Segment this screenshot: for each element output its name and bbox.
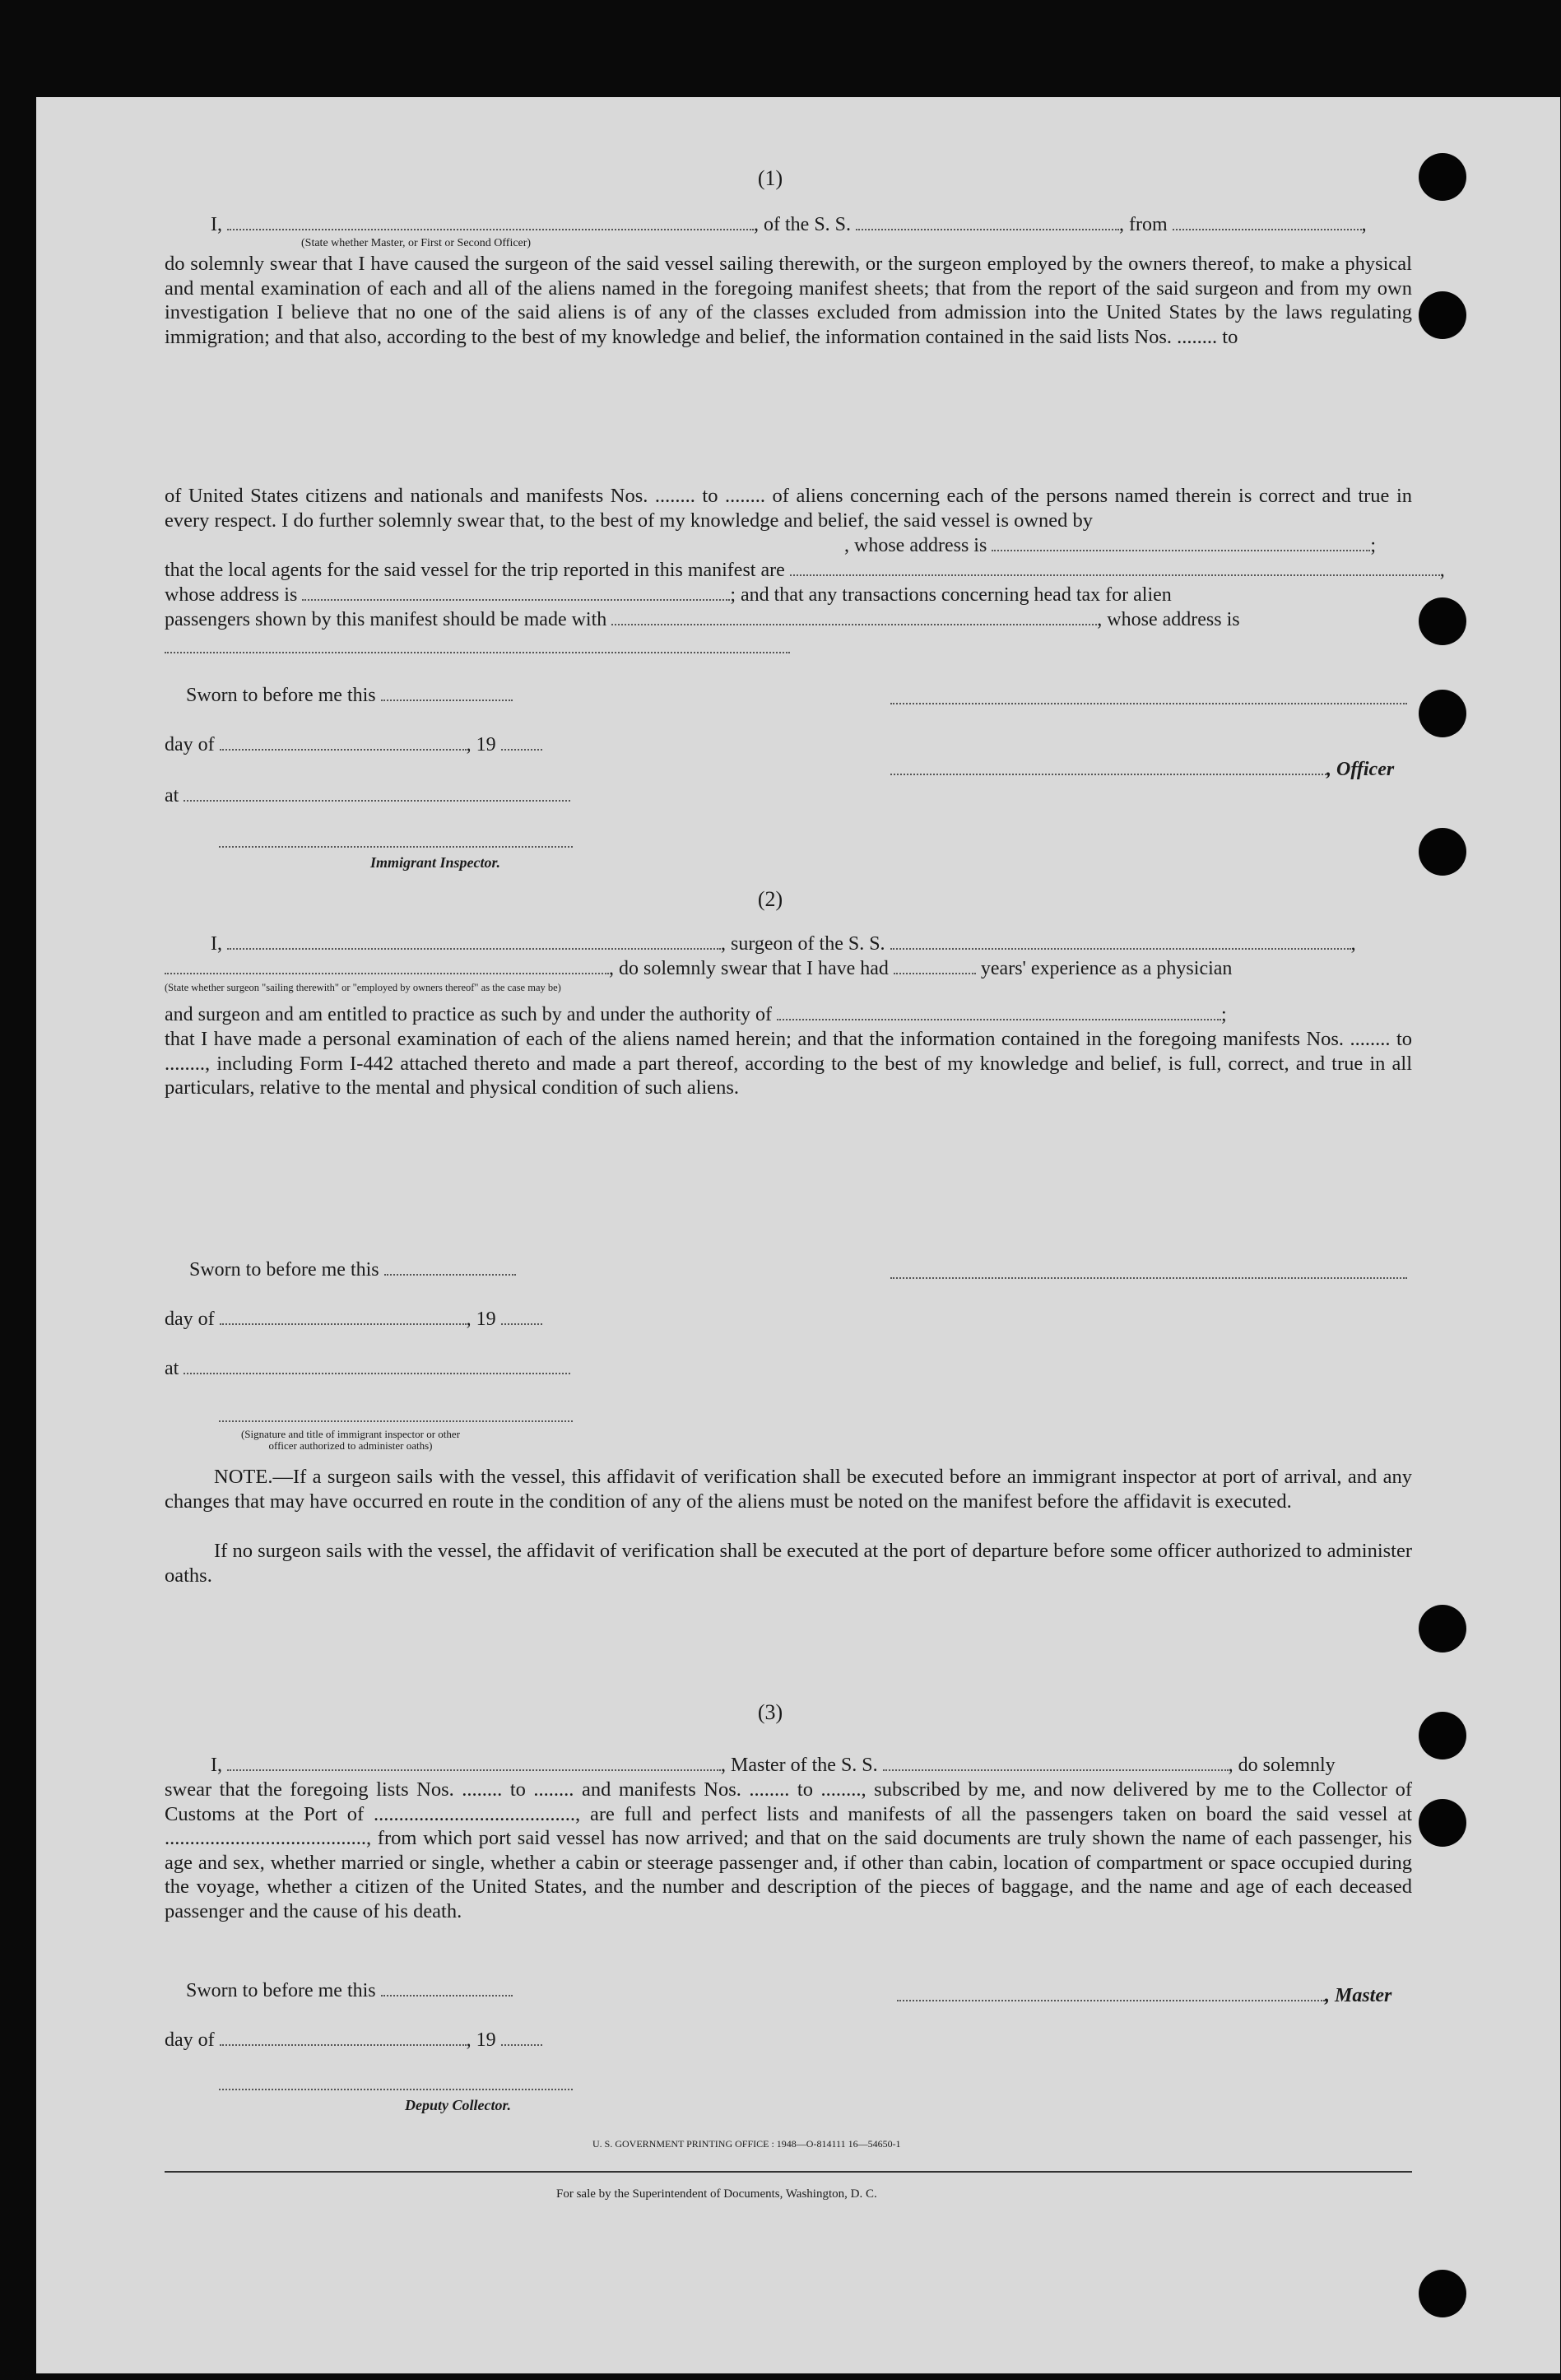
sec2-vessel-field[interactable] xyxy=(890,932,1351,950)
sec3-master-signature-field[interactable] xyxy=(897,1983,1325,2001)
note-paragraph-1: NOTE.—If a surgeon sails with the vessel, this affidavit of verification shall be executed before an immigrant inspector at port of arrival, and any changes that may have occurred en route in the condition of any of the aliens must be noted on the manifest before the affidavit is executed. xyxy=(165,1466,1412,1513)
sec2-line3: and surgeon and am entitled to practice as such by and under the authority of ; xyxy=(165,1004,1227,1025)
sec2-day-month-field[interactable] xyxy=(220,1307,467,1325)
sec1-agents: that the local agents for the said vessel for the trip reported in this manifest are , xyxy=(165,560,1445,581)
sec1-inspector-caption: Immigrant Inspector. xyxy=(370,854,501,871)
sec1-whose-address: whose address is ; and that any transactions concerning head tax for alien xyxy=(165,584,1172,606)
sec1-officer-label: , Officer xyxy=(1326,759,1395,780)
sec1-i: I, xyxy=(211,214,222,235)
sec2-authority-field[interactable] xyxy=(777,1002,1221,1020)
sec3-deputy-signature-line[interactable] xyxy=(219,2087,573,2090)
form-sheet xyxy=(36,97,1560,2373)
sec3-line1: I, , Master of the S. S. , do solemnly xyxy=(211,1755,1336,1776)
sec1-at-field[interactable] xyxy=(184,783,570,802)
sec1-passengers: passengers shown by this manifest should be made with , whose address is xyxy=(165,609,1240,630)
sec1-inspector-signature-line[interactable] xyxy=(219,844,573,848)
sec1-address-continuation[interactable] xyxy=(165,650,790,653)
sec1-officer-line xyxy=(890,757,1394,782)
sec1-officer-field[interactable] xyxy=(227,212,754,230)
sec2-line2: , do solemnly swear that I have had years' experience as a physician xyxy=(165,956,1232,981)
sec3-master-label: , Master xyxy=(1325,1985,1392,2006)
sec1-line1-caption: (State whether Master, or First or Second Officer) xyxy=(301,237,532,249)
sec1-year-field[interactable] xyxy=(501,732,542,751)
punch-hole xyxy=(1419,2270,1466,2317)
sec1-from-field[interactable] xyxy=(1173,212,1362,230)
sec3-year-field[interactable] xyxy=(501,2028,542,2046)
sec3-vessel-field[interactable] xyxy=(883,1753,1229,1771)
sec1-para-b: of United States citizens and nationals and manifests Nos. ........ to ........ of aliens concerning each of the persons named therein is correct and true in every respect. I do further solemnly swear that, to the best of my knowledge and belief, the said vessel is owned by xyxy=(165,485,1412,532)
sec2-para: that I have made a personal examination of each of the aliens named herein; and that the information contained in the foregoing manifests Nos. ........ to ........, including Form I-442 attached thereto and made a part thereof, according to the best of my knowledge and belief, is full, correct, and true in all particulars, relative to the mental and physical condition of such aliens. xyxy=(165,1028,1412,1099)
punch-hole xyxy=(1419,690,1466,737)
sec3-deputy-caption: Deputy Collector. xyxy=(405,2097,511,2113)
punch-hole xyxy=(1419,1799,1466,1847)
sec3-master-line xyxy=(897,1983,1391,2008)
sec1-sworn-date-field[interactable] xyxy=(381,683,513,701)
sec1-officer-title-field[interactable] xyxy=(890,757,1326,775)
sec1-owner-address-field[interactable] xyxy=(992,533,1370,551)
sec1-agent-address-field[interactable] xyxy=(302,583,730,601)
sec2-sworn: Sworn to before me this xyxy=(189,1257,516,1282)
sec2-at-field[interactable] xyxy=(184,1356,570,1374)
sec1-sworn: Sworn to before me this xyxy=(186,683,513,708)
sec2-at: at xyxy=(165,1356,570,1381)
sec2-line1: I, , surgeon of the S. S. , xyxy=(211,933,1356,955)
sec2-surgeon-signature-line[interactable] xyxy=(890,1276,1407,1279)
punch-hole xyxy=(1419,153,1466,201)
note-paragraph-2: If no surgeon sails with the vessel, the affidavit of verification shall be executed at the port of departure before some officer authorized to administer oaths. xyxy=(165,1540,1412,1587)
sec1-para-a: do solemnly swear that I have caused the surgeon of the said vessel sailing therewith, or the surgeon employed by the owners thereof, to make a physical and mental examination of each and all of the aliens named in the foregoing manifest sheets; that from the report of the said surgeon and from my own investigation I believe that no one of the said aliens is of any of the classes excluded from admission into the United States by the laws regulating immigration; and that also, according to the best of my knowledge and belief, the information contained in the said lists Nos. ........ to xyxy=(165,253,1412,348)
sec1-day-of: day of , 19 xyxy=(165,732,542,757)
sec2-sworn-date-field[interactable] xyxy=(384,1257,516,1276)
section-3-number: (3) xyxy=(757,1700,783,1724)
sec2-surgeon-name-field[interactable] xyxy=(227,932,721,950)
sec3-sworn: Sworn to before me this xyxy=(186,1978,513,2003)
sec2-surgeon-type-field[interactable] xyxy=(165,956,609,974)
sec1-at: at xyxy=(165,783,570,808)
sec1-head-tax-agent-field[interactable] xyxy=(611,607,1097,625)
footer-rule xyxy=(165,2171,1412,2173)
sec1-agents-field[interactable] xyxy=(790,558,1440,576)
punch-hole xyxy=(1419,828,1466,876)
section-1-number: (1) xyxy=(757,166,783,190)
sec1-day-month-field[interactable] xyxy=(220,732,467,751)
sec2-years-field[interactable] xyxy=(894,956,976,974)
section-2-number: (2) xyxy=(757,887,783,911)
sec2-day-of: day of , 19 xyxy=(165,1307,542,1332)
sec1-line1: I, , of the S. S. , from , xyxy=(211,214,1367,235)
sec1-vessel-field[interactable] xyxy=(856,212,1119,230)
printing-office-line: U. S. GOVERNMENT PRINTING OFFICE : 1948—O-814111 16—54650-1 xyxy=(592,2138,901,2150)
sec1-officer-signature-line[interactable] xyxy=(890,701,1407,704)
punch-hole xyxy=(1419,597,1466,645)
sale-notice: For sale by the Superintendent of Documents, Washington, D. C. xyxy=(556,2187,877,2201)
sec2-inspector-caption: (Signature and title of immigrant inspector or other officer authorized to administer oaths) xyxy=(240,1428,461,1452)
sec2-line2-caption: (State whether surgeon "sailing therewith" or "employed by owners thereof" as the case may be) xyxy=(165,982,561,993)
sec3-day-month-field[interactable] xyxy=(220,2028,467,2046)
sec3-master-name-field[interactable] xyxy=(227,1753,721,1771)
sec3-sworn-date-field[interactable] xyxy=(381,1978,513,1997)
sec1-owned-address: , whose address is ; xyxy=(844,535,1376,556)
sec2-inspector-signature-line[interactable] xyxy=(219,1419,573,1422)
punch-hole xyxy=(1419,1605,1466,1653)
punch-hole xyxy=(1419,1712,1466,1759)
sec3-para: swear that the foregoing lists Nos. ........ to ........ and manifests Nos. ........ to ........, subscribed by me, and now delivered by me to the Collector of Customs at the Port of ........................................, are full and perfect lists and manifests of all the passengers taken on board the said vessel at ........................................, from which port said vessel has now arrived; and that on the said documents are truly shown the name of each passenger, his age and sex, whether married or single, whether a cabin or steerage passenger and, if other than cabin, location of compartment or space occupied during the voyage, whether a citizen of the United States, and the number and description of the pieces of baggage, and the name and age of each deceased passenger and the cause of his death. xyxy=(165,1778,1412,1922)
sec3-day-of: day of , 19 xyxy=(165,2028,542,2052)
sec2-year-field[interactable] xyxy=(501,1307,542,1325)
punch-hole xyxy=(1419,291,1466,339)
